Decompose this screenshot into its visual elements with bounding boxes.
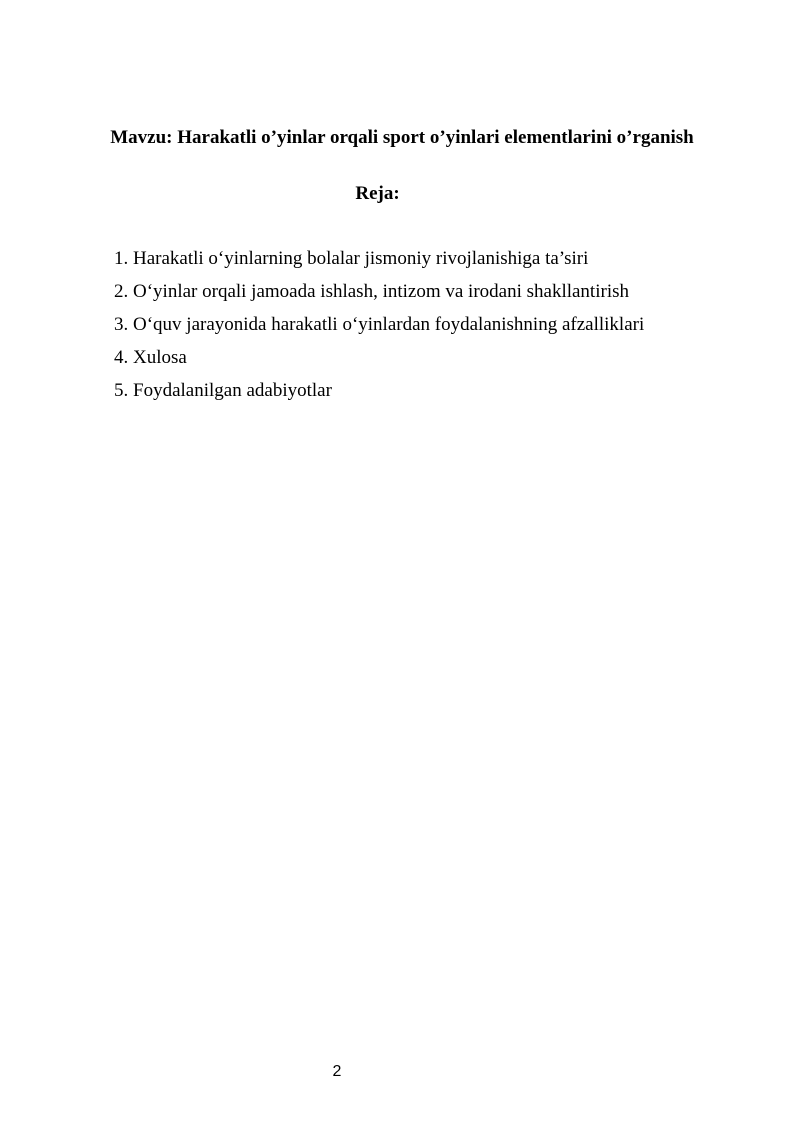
plan-item: 5. Foydalanilgan adabiyotlar [114, 380, 332, 401]
page-number: 2 [332, 1063, 342, 1080]
plan-item: 3. O‘quv jarayonida harakatli o‘yinlardan foydalanishning afzalliklari [114, 314, 645, 335]
plan-item: 2. O‘yinlar orqali jamoada ishlash, intizom va irodani shakllantirish [114, 281, 629, 302]
plan-item: 1. Harakatli o‘yinlarning bolalar jismoniy rivojlanishiga ta’siri [114, 248, 589, 269]
document-title: Mavzu: Harakatli o’yinlar orqali sport o’yinlari elementlarini o’rganish [110, 127, 694, 148]
plan-item: 4. Xulosa [114, 347, 187, 368]
plan-list [114, 247, 644, 412]
plan-heading: Reja: [355, 183, 400, 204]
